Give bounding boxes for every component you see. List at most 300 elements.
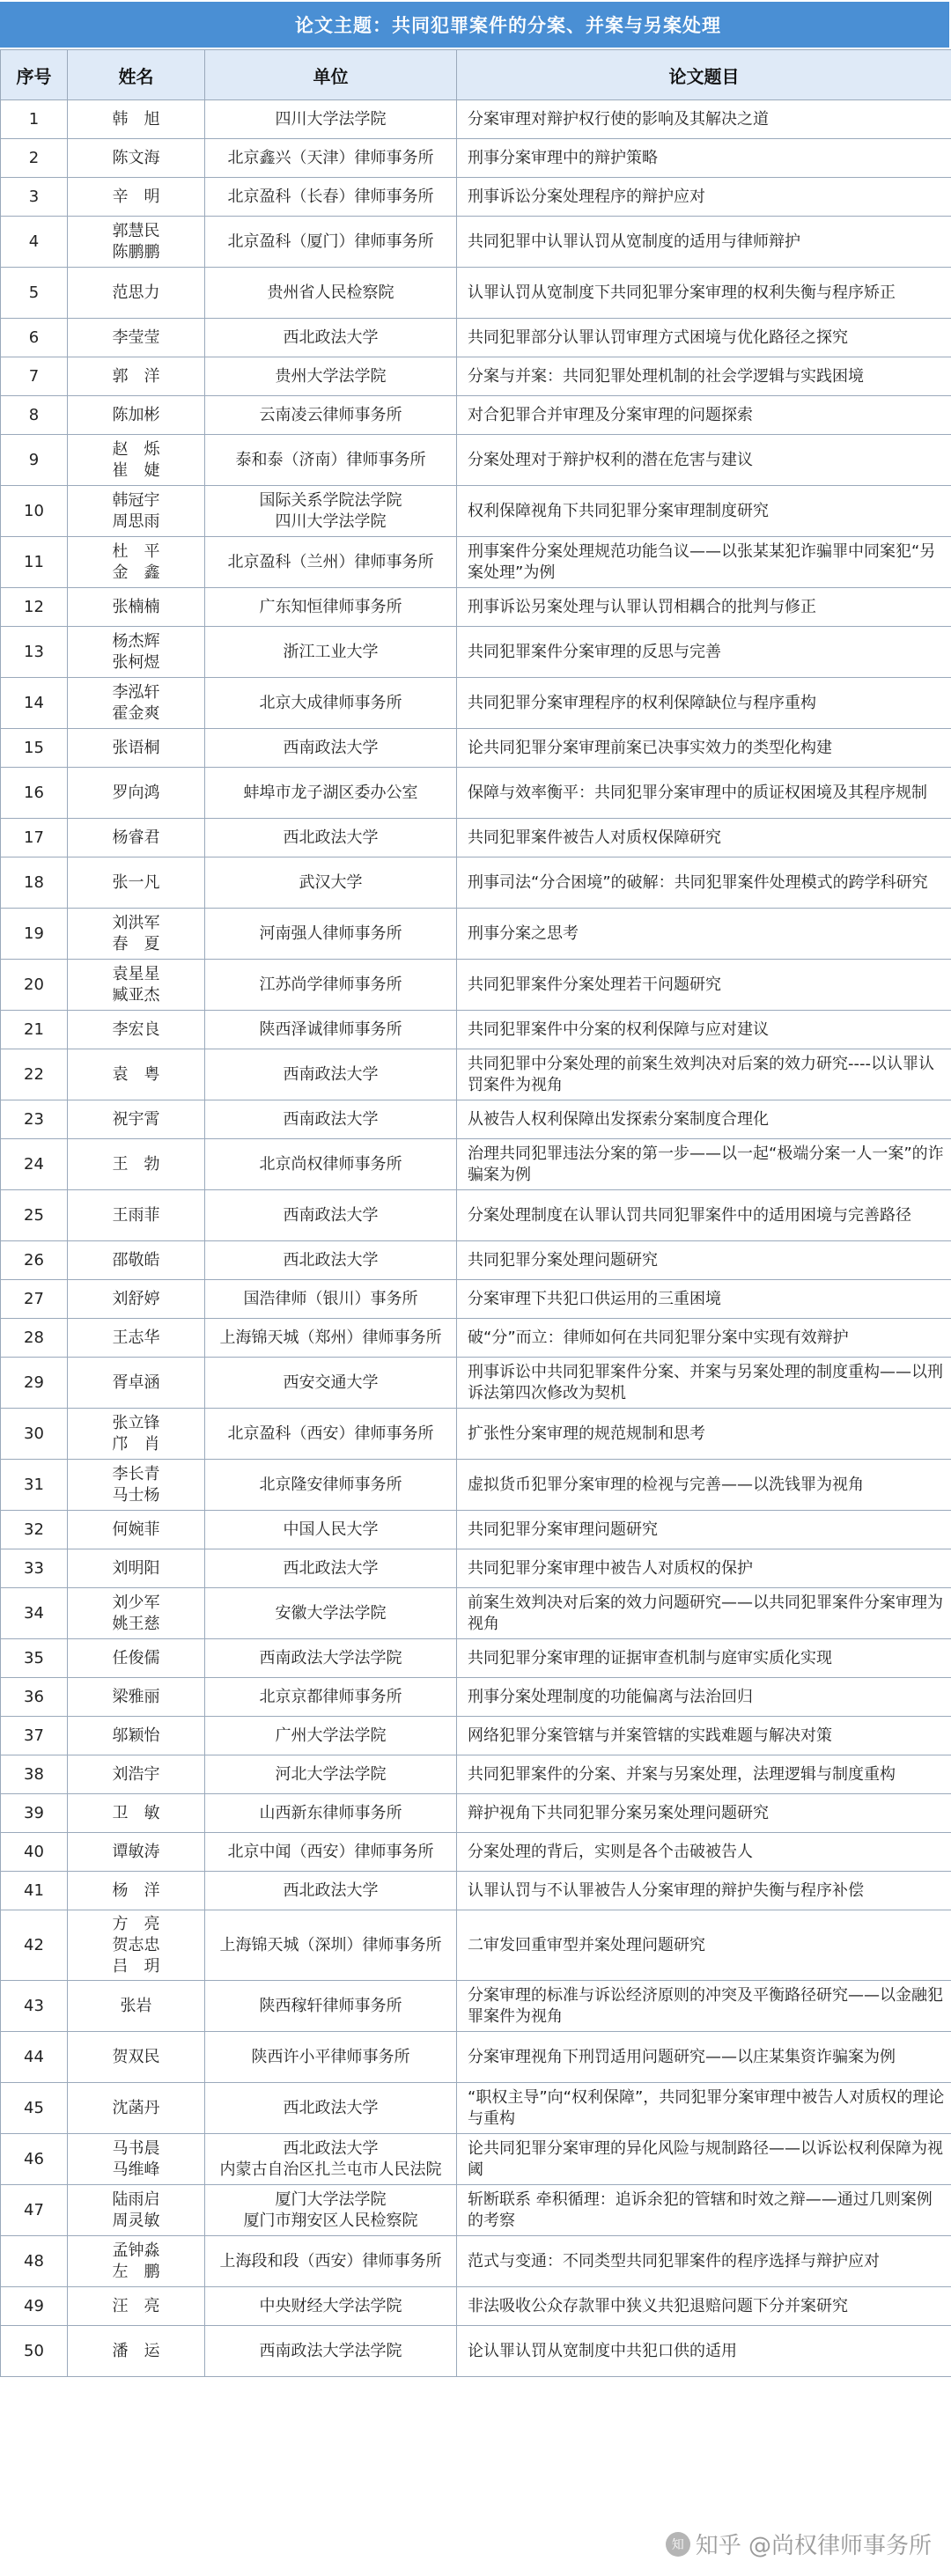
- row-paper-title: 前案生效判决对后案的效力问题研究——以共同犯罪案件分案审理为视角: [457, 1588, 951, 1639]
- author-name: 杜 平: [112, 541, 160, 561]
- row-names: [68, 217, 205, 268]
- author-name: 卫 敏: [112, 1803, 160, 1822]
- author-unit: 北京盈科（厦门）律师事务所: [227, 232, 434, 251]
- row-index: 47: [1, 2185, 68, 2236]
- author-name: 李泓轩: [112, 682, 160, 702]
- row-units: [205, 268, 457, 319]
- table-row: [1, 1511, 951, 1549]
- table-row: [1, 1794, 951, 1833]
- row-paper-title: 共同犯罪案件的分案、并案与另案处理，法理逻辑与制度重构: [457, 1755, 951, 1794]
- row-units: [205, 2236, 457, 2287]
- author-name: 韩 旭: [112, 109, 160, 129]
- papers-table: [0, 49, 951, 2377]
- row-paper-title: 扩张性分案审理的规范规制和思考: [457, 1409, 951, 1460]
- author-name: 方 亮: [112, 1914, 160, 1933]
- row-paper-title: 网络犯罪分案管辖与并案管辖的实践难题与解决对策: [457, 1717, 951, 1755]
- row-units: [205, 1100, 457, 1139]
- row-paper-title: 共同犯罪案件分案处理若干问题研究: [457, 960, 951, 1011]
- header-row: [1, 50, 951, 100]
- row-units: [205, 1049, 457, 1100]
- row-names: [68, 729, 205, 768]
- row-index: 7: [1, 357, 68, 396]
- row-paper-title: 共同犯罪分案处理问题研究: [457, 1241, 951, 1280]
- author-name: 张楠楠: [112, 597, 160, 616]
- author-unit: 陕西稼轩律师事务所: [259, 1996, 402, 2015]
- row-units: [205, 100, 457, 139]
- row-names: [68, 357, 205, 396]
- author-unit: 贵州省人民检察院: [267, 283, 394, 302]
- row-index: 28: [1, 1319, 68, 1358]
- author-unit: 西南政法大学: [283, 738, 379, 757]
- table-row: [1, 1460, 951, 1511]
- table-row: [1, 1717, 951, 1755]
- author-name: 王 勃: [112, 1154, 160, 1174]
- table-row: [1, 909, 951, 960]
- author-unit: 北京隆安律师事务所: [259, 1475, 402, 1494]
- row-names: [68, 1409, 205, 1460]
- row-paper-title: 共同犯罪分案审理程序的权利保障缺位与程序重构: [457, 678, 951, 729]
- row-units: [205, 819, 457, 857]
- author-unit: 陕西许小平律师事务所: [251, 2047, 410, 2066]
- author-unit: 上海锦天城（郑州）律师事务所: [219, 1328, 442, 1347]
- row-index: 23: [1, 1100, 68, 1139]
- row-units: [205, 960, 457, 1011]
- row-units: [205, 909, 457, 960]
- row-names: [68, 486, 205, 537]
- author-unit: 四川大学法学院: [275, 512, 387, 531]
- row-index: 44: [1, 2032, 68, 2083]
- row-units: [205, 1190, 457, 1241]
- row-units: [205, 1511, 457, 1549]
- author-name: 张立锋: [112, 1413, 160, 1432]
- author-unit: 云南凌云律师事务所: [259, 405, 402, 424]
- author-unit: 西北政法大学: [283, 1880, 379, 1900]
- row-paper-title: 分案处理对于辩护权利的潜在危害与建议: [457, 435, 951, 486]
- table-row: [1, 729, 951, 768]
- author-name: 赵 烁: [112, 439, 160, 459]
- author-unit: 四川大学法学院: [275, 109, 387, 129]
- row-names: [68, 1011, 205, 1049]
- table-row: [1, 1639, 951, 1678]
- author-unit: 西北政法大学: [283, 2098, 379, 2117]
- table-row: [1, 1755, 951, 1794]
- row-paper-title: 治理共同犯罪违法分案的第一步——以一起“极端分案一人一案”的诈骗案为例: [457, 1139, 951, 1190]
- author-unit: 西北政法大学: [283, 1250, 379, 1270]
- row-units: [205, 396, 457, 435]
- author-name: 刘明阳: [112, 1558, 160, 1578]
- table-row: [1, 357, 951, 396]
- author-name: 祝宇霄: [112, 1109, 160, 1129]
- row-index: 11: [1, 537, 68, 588]
- row-units: [205, 2032, 457, 2083]
- author-name: 贺双民: [112, 2047, 160, 2066]
- row-names: [68, 100, 205, 139]
- row-index: 20: [1, 960, 68, 1011]
- table-row: [1, 1678, 951, 1717]
- row-paper-title: 共同犯罪部分认罪认罚审理方式困境与优化路径之探究: [457, 319, 951, 357]
- table-row: [1, 1280, 951, 1319]
- row-index: 13: [1, 627, 68, 678]
- row-units: [205, 729, 457, 768]
- table-row: [1, 2134, 951, 2185]
- row-paper-title: 斩断联系 牵积循理：追诉余犯的管辖和时效之辩——通过几则案例的考察: [457, 2185, 951, 2236]
- row-index: 43: [1, 1981, 68, 2032]
- row-units: [205, 139, 457, 178]
- row-paper-title: 分案审理下共犯口供运用的三重困境: [457, 1280, 951, 1319]
- row-index: 2: [1, 139, 68, 178]
- row-index: 5: [1, 268, 68, 319]
- author-name: 杨杰辉: [112, 631, 160, 651]
- author-unit: 广州大学法学院: [275, 1726, 387, 1745]
- row-index: 29: [1, 1358, 68, 1409]
- row-paper-title: 分案审理的标准与诉讼经济原则的冲突及平衡路径研究——以金融犯罪案件为视角: [457, 1981, 951, 2032]
- author-name: 张语桐: [112, 738, 160, 757]
- row-units: [205, 1910, 457, 1981]
- author-unit: 西北政法大学: [283, 1558, 379, 1578]
- row-units: [205, 217, 457, 268]
- table-row: [1, 768, 951, 819]
- row-index: 49: [1, 2287, 68, 2326]
- row-names: [68, 2236, 205, 2287]
- author-unit: 厦门市翔安区人民检察院: [243, 2211, 418, 2230]
- row-names: [68, 2134, 205, 2185]
- author-unit: 河南强人律师事务所: [259, 924, 402, 943]
- author-name: 袁星星: [112, 964, 160, 983]
- author-unit: 西北政法大学: [283, 328, 379, 347]
- author-unit: 厦门大学法学院: [275, 2190, 387, 2209]
- author-name: 梁雅丽: [112, 1687, 160, 1706]
- author-name: 马维峰: [112, 2160, 160, 2179]
- table-row: [1, 1139, 951, 1190]
- row-names: [68, 1549, 205, 1588]
- author-name: 刘少军: [112, 1593, 160, 1612]
- row-names: [68, 435, 205, 486]
- row-index: 18: [1, 857, 68, 909]
- author-name: 李莹莹: [112, 328, 160, 347]
- row-names: [68, 2032, 205, 2083]
- row-paper-title: 保障与效率衡平：共同犯罪分案审理中的质证权困境及其程序规制: [457, 768, 951, 819]
- table-row: [1, 1049, 951, 1100]
- table-row: [1, 1833, 951, 1872]
- table-row: [1, 217, 951, 268]
- row-names: [68, 1049, 205, 1100]
- table-row: [1, 960, 951, 1011]
- row-index: 37: [1, 1717, 68, 1755]
- watermark-text: 知乎 @尚权律师事务所: [695, 2533, 932, 2559]
- row-units: [205, 1280, 457, 1319]
- row-names: [68, 2287, 205, 2326]
- author-name: 刘浩宇: [112, 1764, 160, 1784]
- table-row: [1, 537, 951, 588]
- row-index: 16: [1, 768, 68, 819]
- author-unit: 陕西泽诚律师事务所: [259, 1019, 402, 1039]
- row-names: [68, 178, 205, 217]
- author-unit: 北京尚权律师事务所: [259, 1154, 402, 1174]
- row-paper-title: 刑事诉讼中共同犯罪案件分案、并案与另案处理的制度重构——以刑诉法第四次修改为契机: [457, 1358, 951, 1409]
- table-row: [1, 678, 951, 729]
- author-name: 陈鹏鹏: [112, 242, 160, 261]
- row-units: [205, 768, 457, 819]
- author-unit: 西北政法大学: [283, 2138, 379, 2158]
- row-paper-title: 辩护视角下共同犯罪分案另案处理问题研究: [457, 1794, 951, 1833]
- author-name: 张岩: [120, 1996, 152, 2015]
- row-index: 39: [1, 1794, 68, 1833]
- row-index: 34: [1, 1588, 68, 1639]
- row-index: 42: [1, 1910, 68, 1981]
- row-units: [205, 1319, 457, 1358]
- author-unit: 贵州大学法学院: [275, 366, 387, 386]
- table-row: [1, 139, 951, 178]
- zhihu-logo-icon: 知: [666, 2532, 690, 2557]
- row-names: [68, 2083, 205, 2134]
- author-name: 马士杨: [112, 1485, 160, 1505]
- banner-title: 论文主题：共同犯罪案件的分案、并案与另案处理: [67, 2, 949, 48]
- author-name: 崔 婕: [112, 460, 160, 480]
- row-index: 45: [1, 2083, 68, 2134]
- row-index: 25: [1, 1190, 68, 1241]
- row-paper-title: 共同犯罪中分案处理的前案生效判决对后案的效力研究----以认罪认罚案件为视角: [457, 1049, 951, 1100]
- table-row: [1, 100, 951, 139]
- author-name: 贺志忠: [112, 1935, 160, 1954]
- author-name: 韩冠宇: [112, 490, 160, 510]
- table-row: [1, 1241, 951, 1280]
- author-name: 吕 玥: [112, 1956, 160, 1976]
- author-unit: 蚌埠市龙子湖区委办公室: [243, 783, 418, 802]
- author-unit: 西北政法大学: [283, 828, 379, 847]
- row-names: [68, 1460, 205, 1511]
- author-unit: 国际关系学院法学院: [259, 490, 402, 510]
- row-paper-title: 共同犯罪分案审理问题研究: [457, 1511, 951, 1549]
- author-unit: 中国人民大学: [283, 1520, 379, 1539]
- author-unit: 内蒙古自治区扎兰屯市人民法院: [219, 2160, 442, 2179]
- row-names: [68, 1511, 205, 1549]
- watermark: [666, 2528, 932, 2560]
- row-index: 48: [1, 2236, 68, 2287]
- row-units: [205, 1460, 457, 1511]
- row-index: 50: [1, 2326, 68, 2377]
- row-paper-title: 共同犯罪案件中分案的权利保障与应对建议: [457, 1011, 951, 1049]
- table-row: [1, 1319, 951, 1358]
- row-paper-title: 二审发回重审型并案处理问题研究: [457, 1910, 951, 1981]
- row-paper-title: 刑事案件分案处理规范功能刍议——以张某某犯诈骗罪中同案犯“另案处理”为例: [457, 537, 951, 588]
- author-name: 辛 明: [112, 187, 160, 206]
- table-row: [1, 857, 951, 909]
- row-paper-title: 分案处理制度在认罪认罚共同犯罪案件中的适用困境与完善路径: [457, 1190, 951, 1241]
- header-name: 姓名: [68, 50, 205, 100]
- row-index: 33: [1, 1549, 68, 1588]
- row-paper-title: 分案审理视角下刑罚适用问题研究——以庄某集资诈骗案为例: [457, 2032, 951, 2083]
- row-names: [68, 1755, 205, 1794]
- row-index: 46: [1, 2134, 68, 2185]
- row-index: 12: [1, 588, 68, 627]
- author-name: 王雨菲: [112, 1205, 160, 1225]
- row-names: [68, 1319, 205, 1358]
- row-paper-title: 认罪认罚与不认罪被告人分案审理的辩护失衡与程序补偿: [457, 1872, 951, 1910]
- row-names: [68, 1358, 205, 1409]
- author-unit: 北京盈科（西安）律师事务所: [227, 1424, 434, 1443]
- author-name: 春 夏: [112, 934, 160, 953]
- author-unit: 国浩律师（银川）事务所: [243, 1289, 418, 1308]
- author-name: 任俊儒: [112, 1648, 160, 1667]
- banner-left-cell: [0, 2, 67, 48]
- row-paper-title: 论共同犯罪分案审理的异化风险与规制路径——以诉讼权利保障为视阈: [457, 2134, 951, 2185]
- banner: [0, 0, 951, 49]
- table-row: [1, 2032, 951, 2083]
- row-names: [68, 1639, 205, 1678]
- row-names: [68, 2185, 205, 2236]
- table-row: [1, 1588, 951, 1639]
- table-row: [1, 268, 951, 319]
- row-names: [68, 1139, 205, 1190]
- row-units: [205, 1717, 457, 1755]
- author-name: 陆雨启: [112, 2190, 160, 2209]
- header-unit: 单位: [205, 50, 457, 100]
- row-names: [68, 1872, 205, 1910]
- row-paper-title: 刑事诉讼另案处理与认罪认罚相耦合的批判与修正: [457, 588, 951, 627]
- author-name: 周灵敏: [112, 2211, 160, 2230]
- author-name: 郭慧民: [112, 221, 160, 240]
- author-name: 李宏良: [112, 1019, 160, 1039]
- row-names: [68, 2326, 205, 2377]
- row-paper-title: 共同犯罪中认罪认罚从宽制度的适用与律师辩护: [457, 217, 951, 268]
- row-paper-title: 共同犯罪分案审理中被告人对质权的保护: [457, 1549, 951, 1588]
- row-units: [205, 178, 457, 217]
- table-row: [1, 178, 951, 217]
- row-paper-title: “职权主导”向“权利保障”，共同犯罪分案审理中被告人对质权的理论与重构: [457, 2083, 951, 2134]
- row-units: [205, 1639, 457, 1678]
- table-row: [1, 396, 951, 435]
- row-paper-title: 破“分”而立：律师如何在共同犯罪分案中实现有效辩护: [457, 1319, 951, 1358]
- author-name: 范思力: [112, 283, 160, 302]
- table-row: [1, 1409, 951, 1460]
- row-names: [68, 1833, 205, 1872]
- row-paper-title: 共同犯罪案件被告人对质权保障研究: [457, 819, 951, 857]
- row-units: [205, 319, 457, 357]
- author-name: 张柯煜: [112, 652, 160, 672]
- row-paper-title: 分案处理的背后，实则是各个击破被告人: [457, 1833, 951, 1872]
- author-unit: 泰和泰（济南）律师事务所: [235, 450, 426, 469]
- author-unit: 山西新东律师事务所: [259, 1803, 402, 1822]
- header-title: 论文题目: [457, 50, 951, 100]
- row-index: 17: [1, 819, 68, 857]
- author-name: 左 鹏: [112, 2262, 160, 2281]
- row-units: [205, 357, 457, 396]
- author-unit: 北京中闻（西安）律师事务所: [227, 1842, 434, 1861]
- table-row: [1, 2236, 951, 2287]
- row-index: 10: [1, 486, 68, 537]
- row-index: 14: [1, 678, 68, 729]
- row-index: 35: [1, 1639, 68, 1678]
- row-names: [68, 909, 205, 960]
- row-units: [205, 627, 457, 678]
- author-unit: 武汉大学: [299, 872, 363, 892]
- author-unit: 北京盈科（兰州）律师事务所: [227, 552, 434, 571]
- row-units: [205, 1358, 457, 1409]
- row-units: [205, 435, 457, 486]
- author-name: 胥卓涵: [112, 1373, 160, 1392]
- table-row: [1, 2083, 951, 2134]
- row-paper-title: 共同犯罪分案审理的证据审查机制与庭审实质化实现: [457, 1639, 951, 1678]
- row-index: 21: [1, 1011, 68, 1049]
- row-units: [205, 1872, 457, 1910]
- row-units: [205, 857, 457, 909]
- row-names: [68, 768, 205, 819]
- row-paper-title: 虚拟货币犯罪分案审理的检视与完善——以洗钱罪为视角: [457, 1460, 951, 1511]
- row-names: [68, 819, 205, 857]
- table-row: [1, 588, 951, 627]
- table-row: [1, 435, 951, 486]
- row-units: [205, 486, 457, 537]
- row-units: [205, 1588, 457, 1639]
- author-name: 姚王慈: [112, 1614, 160, 1633]
- row-names: [68, 627, 205, 678]
- row-paper-title: 论认罪认罚从宽制度中共犯口供的适用: [457, 2326, 951, 2377]
- row-names: [68, 1241, 205, 1280]
- author-unit: 上海锦天城（深圳）律师事务所: [219, 1935, 442, 1954]
- table-row: [1, 1011, 951, 1049]
- author-name: 谭敏涛: [112, 1842, 160, 1861]
- row-units: [205, 678, 457, 729]
- author-unit: 西南政法大学法学院: [259, 1648, 402, 1667]
- row-names: [68, 1280, 205, 1319]
- author-name: 王志华: [112, 1328, 160, 1347]
- header-index: 序号: [1, 50, 68, 100]
- row-names: [68, 319, 205, 357]
- row-names: [68, 1910, 205, 1981]
- table-row: [1, 1100, 951, 1139]
- author-unit: 北京京都律师事务所: [259, 1687, 402, 1706]
- table-row: [1, 1549, 951, 1588]
- row-index: 40: [1, 1833, 68, 1872]
- row-index: 26: [1, 1241, 68, 1280]
- author-name: 刘舒婷: [112, 1289, 160, 1308]
- author-unit: 北京大成律师事务所: [259, 693, 402, 712]
- row-units: [205, 1549, 457, 1588]
- row-index: 6: [1, 319, 68, 357]
- author-unit: 西南政法大学: [283, 1205, 379, 1225]
- table-row: [1, 1981, 951, 2032]
- row-paper-title: 从被告人权利保障出发探索分案制度合理化: [457, 1100, 951, 1139]
- author-unit: 浙江工业大学: [283, 642, 379, 661]
- row-names: [68, 1794, 205, 1833]
- row-index: 1: [1, 100, 68, 139]
- table-row: [1, 2287, 951, 2326]
- author-name: 陈文海: [112, 148, 160, 167]
- row-names: [68, 1678, 205, 1717]
- author-unit: 上海段和段（西安）律师事务所: [219, 2251, 442, 2271]
- author-unit: 西南政法大学法学院: [259, 2341, 402, 2360]
- row-index: 19: [1, 909, 68, 960]
- row-index: 8: [1, 396, 68, 435]
- author-name: 周思雨: [112, 512, 160, 531]
- author-unit: 西南政法大学: [283, 1109, 379, 1129]
- row-paper-title: 对合犯罪合并审理及分案审理的问题探索: [457, 396, 951, 435]
- row-paper-title: 论共同犯罪分案审理前案已决事实效力的类型化构建: [457, 729, 951, 768]
- author-unit: 北京鑫兴（天津）律师事务所: [227, 148, 434, 167]
- row-names: [68, 1717, 205, 1755]
- row-names: [68, 139, 205, 178]
- row-names: [68, 678, 205, 729]
- author-name: 杨睿君: [112, 828, 160, 847]
- row-names: [68, 1190, 205, 1241]
- row-index: 9: [1, 435, 68, 486]
- row-paper-title: 认罪认罚从宽制度下共同犯罪分案审理的权利失衡与程序矫正: [457, 268, 951, 319]
- row-paper-title: 刑事分案之思考: [457, 909, 951, 960]
- author-name: 杨 洋: [112, 1880, 160, 1900]
- author-name: 金 鑫: [112, 563, 160, 582]
- row-index: 38: [1, 1755, 68, 1794]
- author-unit: 河北大学法学院: [275, 1764, 387, 1784]
